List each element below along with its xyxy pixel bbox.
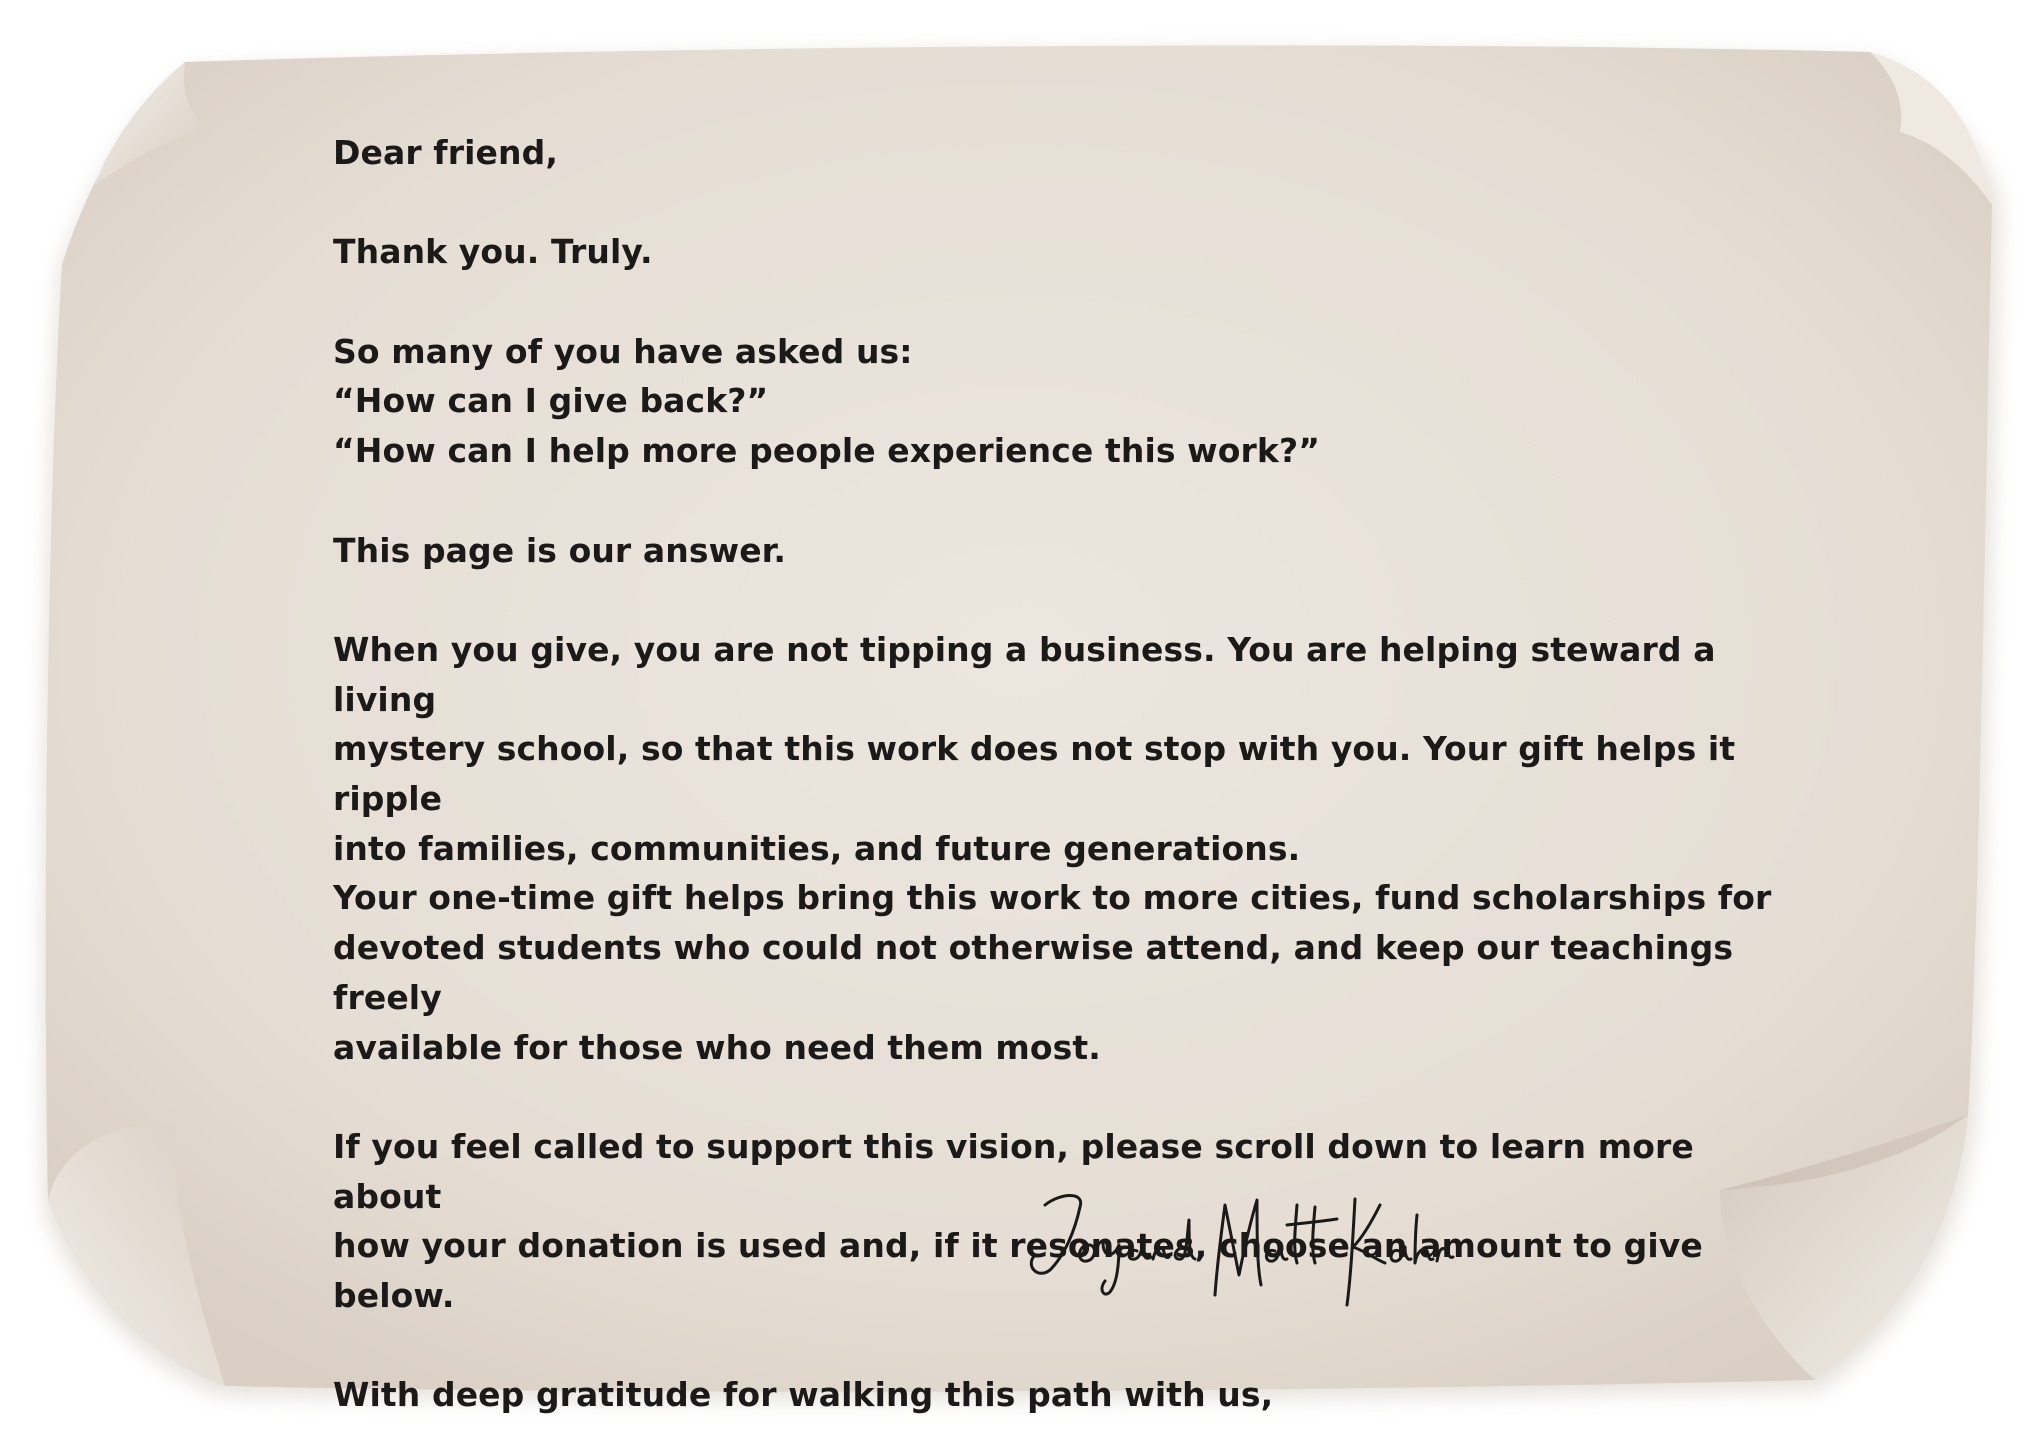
paragraph-line: available for those who need them most. [333, 1027, 1101, 1067]
paragraph-line: If you feel called to support this vision, please scroll down to learn more about [333, 1126, 1694, 1216]
question-give-back: “How can I give back?” [333, 381, 769, 421]
questions-block [333, 327, 1793, 476]
paragraph-line: devoted students who could not otherwise attend, and keep our teachings freely [333, 928, 1734, 1017]
thanks-line: Thank you. Truly. [333, 232, 653, 272]
asked-intro: So many of you have asked us: [333, 331, 913, 371]
paragraph-line: mystery school, so that this work does not stop with you. Your gift helps it ripple [333, 729, 1736, 819]
answer-line: This page is our answer. [333, 530, 786, 570]
signature-joy-and-matt-kahn [1025, 1185, 1455, 1325]
paragraph-line: Your one-time gift helps bring this work to more cities, fund scholarships for [333, 878, 1772, 918]
question-help-more: “How can I help more people experience this work?” [333, 431, 1320, 471]
greeting: Dear friend, [333, 133, 558, 172]
paragraph-line: how your donation is used and, if it resonates, choose an amount to give below. [333, 1226, 1703, 1316]
paragraph-giving [333, 625, 1793, 874]
paragraph-line: When you give, you are not tipping a business. You are helping steward a living [333, 629, 1716, 719]
paragraph-line: into families, communities, and future generations. [333, 828, 1301, 868]
closing-line: With deep gratitude for walking this path with us, [333, 1375, 1274, 1415]
signature [1025, 1185, 1455, 1325]
paragraph-one-time-gift [333, 873, 1793, 1072]
